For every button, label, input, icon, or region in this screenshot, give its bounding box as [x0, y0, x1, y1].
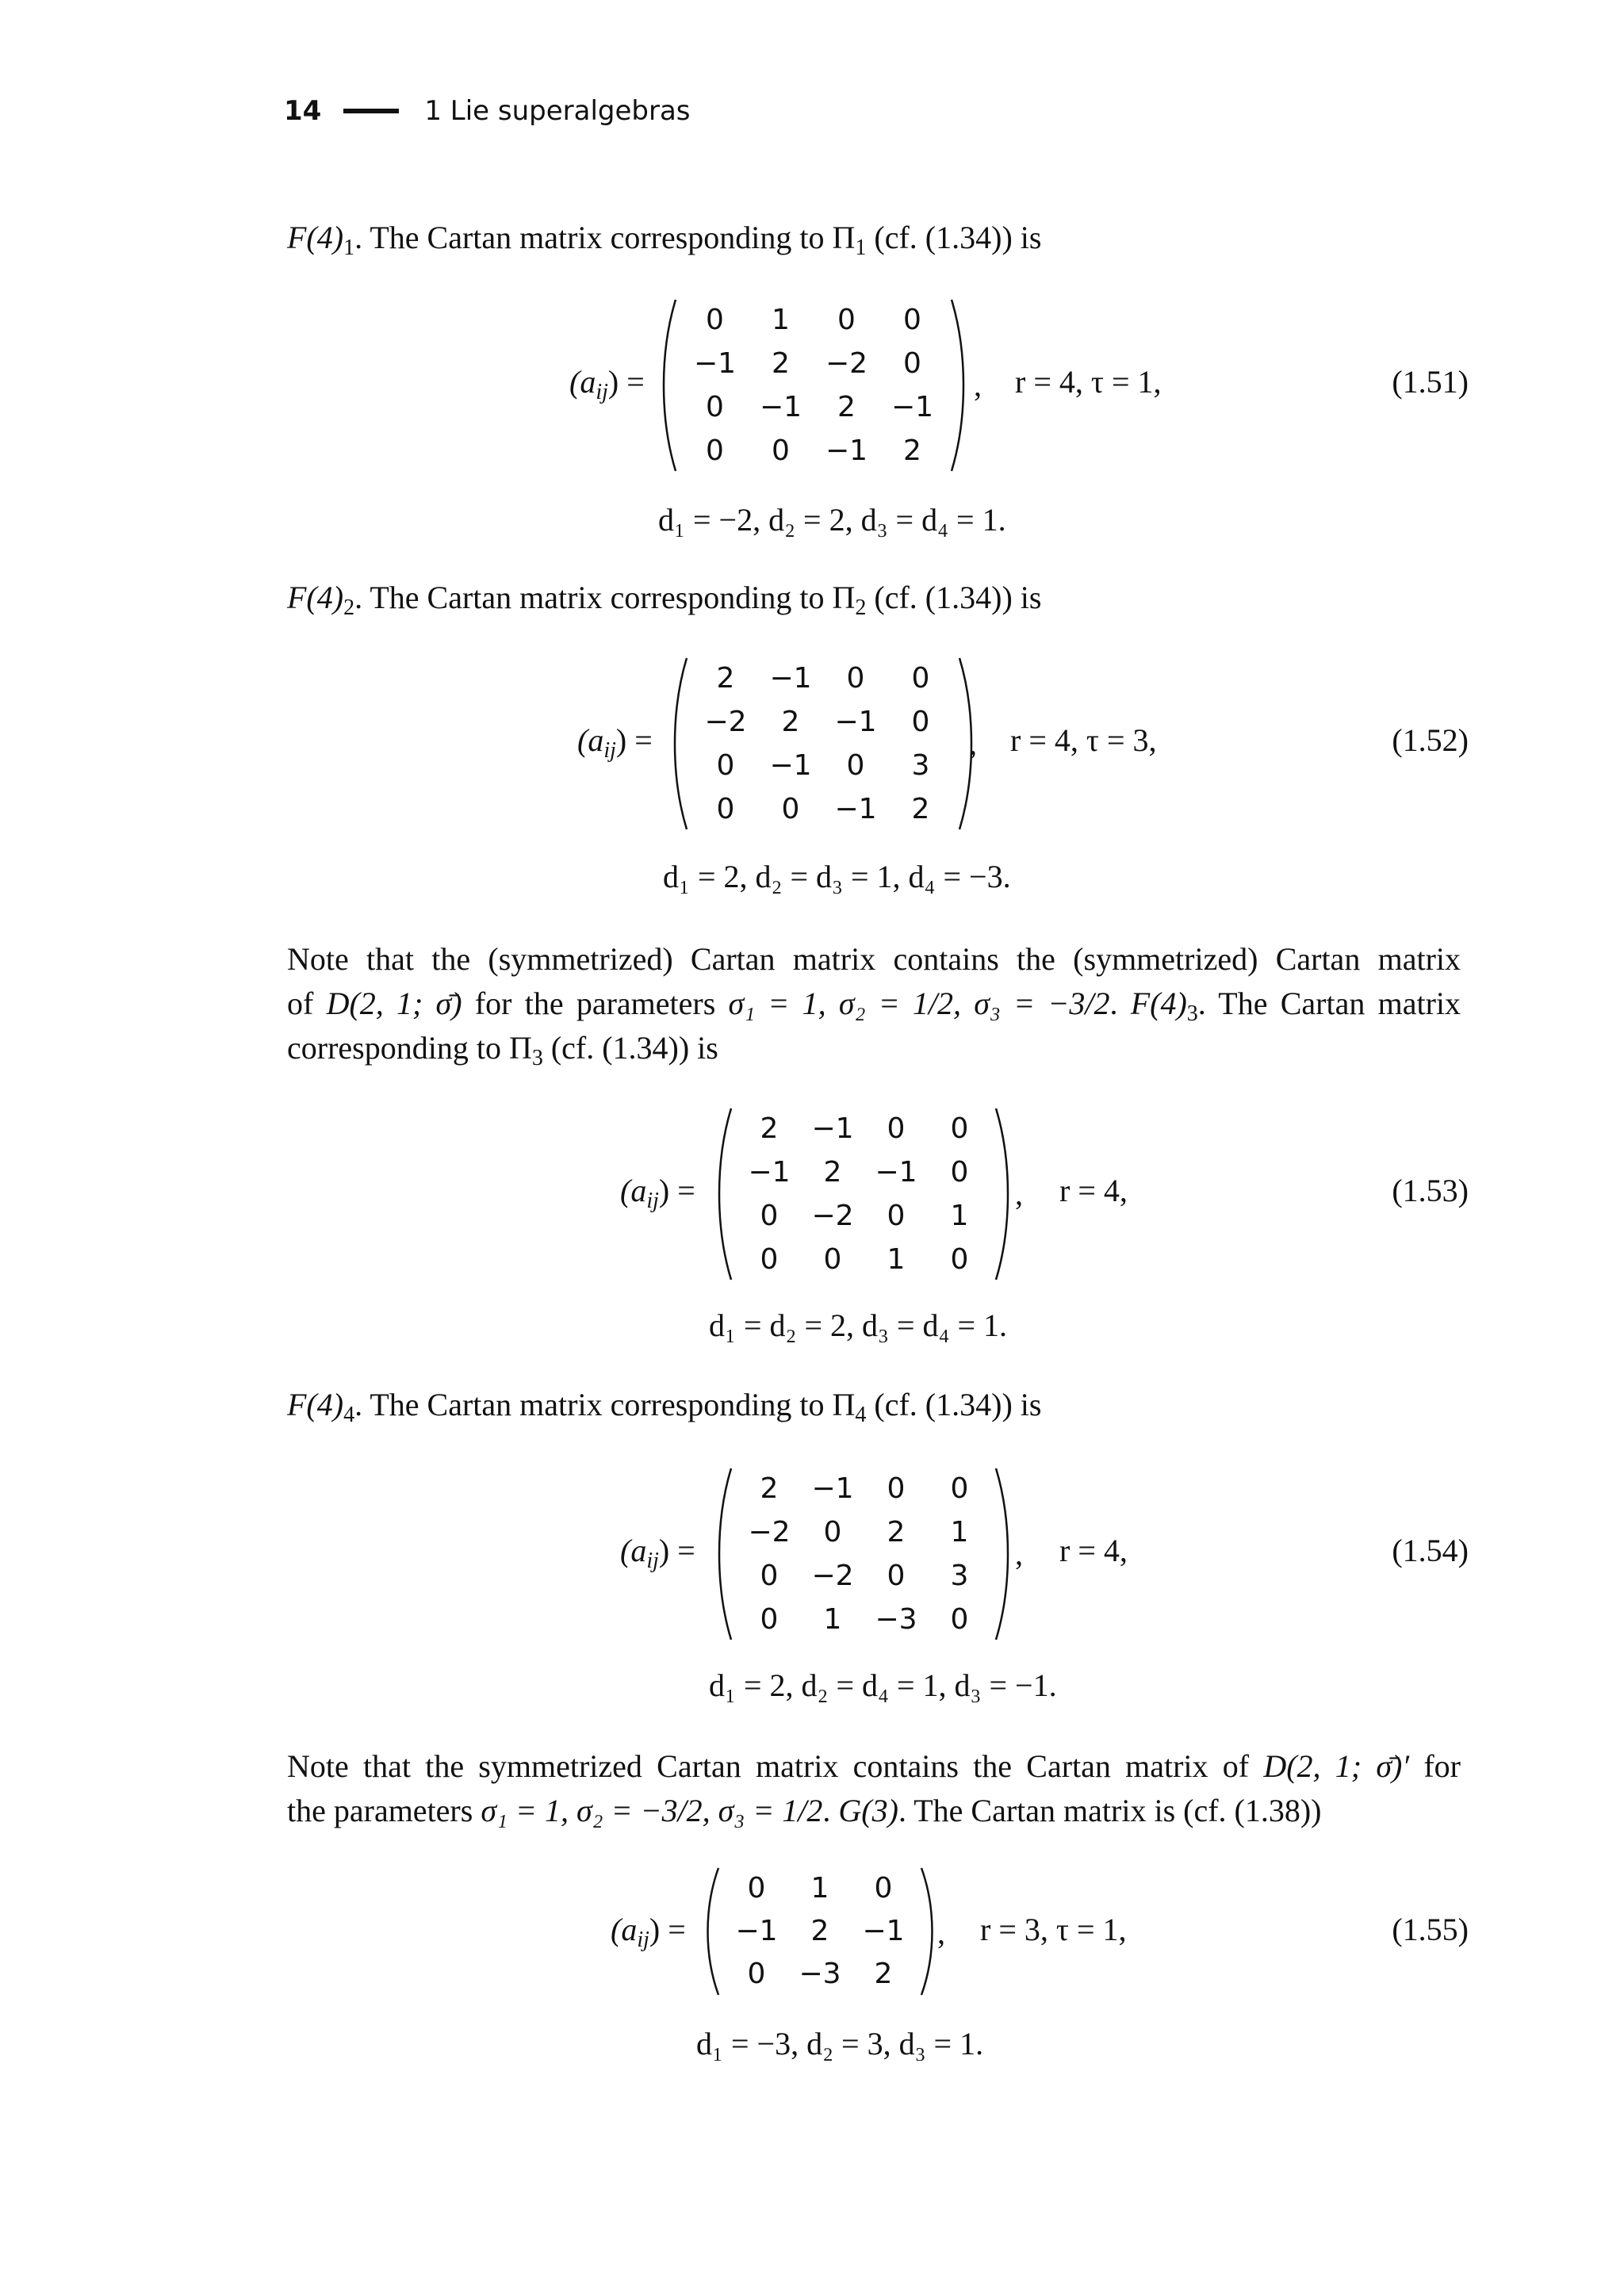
matrix-entry: 0 — [747, 1957, 766, 1990]
comma: , — [969, 725, 977, 761]
lhs-symbol: (a — [569, 364, 596, 400]
matrix-entry: −1 — [834, 706, 877, 738]
matrix-entry: −1 — [769, 749, 812, 782]
text: . The Cartan matrix is (cf. (1.38)) — [898, 1793, 1322, 1828]
matrix-entry: 1 — [887, 1243, 906, 1276]
matrix-entry: −1 — [834, 793, 877, 825]
lhs-symbol: (a — [577, 722, 604, 758]
matrix-entry: 0 — [874, 1871, 893, 1904]
matrix-entry: −1 — [811, 1112, 854, 1145]
equation-number: (1.51) — [1392, 364, 1469, 400]
matrix-entry: −1 — [811, 1472, 854, 1505]
subscript: 1 — [343, 235, 355, 260]
matrix-entry: 0 — [950, 1112, 969, 1145]
lhs-subscript: ij — [646, 1188, 659, 1213]
label-f4: F(4) — [287, 1387, 344, 1422]
matrix-cells — [725, 1866, 915, 1995]
matrix-1-54 — [715, 1465, 1012, 1643]
lhs-symbol: (a — [620, 1533, 647, 1568]
text: (cf. (1.34)) is — [542, 1030, 718, 1066]
matrix-entry: −1 — [875, 1156, 917, 1189]
label-d21-prime: D(2, 1; σ̄)′ — [1263, 1748, 1410, 1784]
equation-lhs — [611, 1911, 686, 1952]
text: for the parameters — [462, 986, 729, 1021]
subscript: 4 — [343, 1402, 355, 1427]
comma: , — [1015, 1176, 1023, 1212]
matrix-entry: 0 — [903, 304, 921, 336]
matrix-entry: −1 — [825, 434, 868, 467]
matrix-entry: 2 — [874, 1957, 893, 1990]
equation-conditions: r = 4, — [1059, 1533, 1128, 1568]
subscript: 1 — [855, 235, 867, 260]
matrix-entry: 0 — [823, 1243, 842, 1276]
paragraph-f41-intro — [287, 216, 1461, 260]
matrix-entry: 0 — [911, 706, 930, 738]
equation-lhs — [620, 1532, 695, 1573]
matrix-entry: 2 — [716, 662, 735, 695]
label-g3: G(3) — [838, 1793, 898, 1828]
matrix-entry: 0 — [760, 1200, 779, 1232]
matrix-entry: −1 — [759, 391, 802, 423]
matrix-entry: 1 — [810, 1871, 829, 1904]
matrix-entry: 0 — [950, 1603, 969, 1636]
matrix-entry: −1 — [891, 391, 934, 423]
matrix-entry: −2 — [811, 1560, 854, 1592]
subscript: 4 — [855, 1402, 867, 1427]
matrix-entry: 0 — [950, 1156, 969, 1189]
matrix-entry: 0 — [846, 749, 865, 782]
text: Note that the symmetrized Cartan matrix contains the Cartan matrix of — [287, 1748, 1264, 1784]
text: for — [1409, 1748, 1461, 1784]
lhs-subscript: ij — [596, 379, 608, 404]
matrix-entry: −1 — [769, 662, 812, 695]
subscript: 3 — [531, 1045, 543, 1070]
matrix-entry: 3 — [950, 1560, 969, 1592]
matrix-entry: 2 — [887, 1516, 906, 1548]
matrix-1-51 — [660, 297, 967, 474]
matrix-entry: 0 — [760, 1243, 779, 1276]
matrix-entry: 0 — [837, 304, 856, 336]
matrix-entry: −3 — [875, 1603, 917, 1636]
matrix-entry: 1 — [772, 304, 790, 336]
chapter-title: 1 Lie superalgebras — [424, 95, 691, 127]
matrix-entry: 0 — [772, 434, 790, 467]
matrix-entry: 0 — [716, 749, 735, 782]
text: of — [287, 986, 327, 1021]
comma: , — [974, 367, 982, 403]
matrix-entry: 2 — [772, 347, 790, 380]
matrix-entry: 0 — [887, 1472, 906, 1505]
header-rule — [343, 109, 399, 113]
text-line: the parameters σ₁ = 1, σ₂ = −3/2, σ₃ = 1/2. G(3). The Cartan matrix is (cf. (1.38)) — [287, 1793, 1322, 1828]
matrix-entry: 0 — [911, 662, 930, 695]
matrix-entry: 0 — [950, 1472, 969, 1505]
lhs-close: ) = — [615, 722, 653, 758]
matrix-entry: 1 — [950, 1200, 969, 1232]
paragraph-f42-intro — [287, 576, 1461, 620]
equation-number: (1.52) — [1392, 722, 1469, 758]
matrix-entry: −1 — [693, 347, 737, 380]
matrix-entry: −3 — [799, 1957, 841, 1990]
matrix-entry: 0 — [887, 1200, 906, 1232]
matrix-entry: 2 — [760, 1472, 779, 1505]
d-values: d₁ = 2, d₂ = d₃ = 1, d₄ = −3. — [663, 859, 1011, 894]
lhs-close: ) = — [649, 1912, 686, 1947]
matrix-entry: 2 — [837, 391, 856, 423]
equation-lhs — [569, 363, 645, 404]
text: corresponding to Π — [287, 1030, 532, 1066]
matrix-entry: 1 — [823, 1603, 842, 1636]
paragraph-f44-intro — [287, 1383, 1461, 1427]
matrix-entry: −1 — [735, 1914, 778, 1947]
matrix-entry: 0 — [760, 1560, 779, 1592]
lhs-close: ) = — [607, 364, 645, 400]
matrix-entry: 0 — [706, 304, 724, 336]
matrix-entry: 0 — [950, 1243, 969, 1276]
text: the parameters — [287, 1793, 481, 1828]
d-values: d₁ = d₂ = 2, d₃ = d₄ = 1. — [709, 1307, 1008, 1343]
text-line: Note that the (symmetrized) Cartan matrix contains the (symmetrized) Cartan matrix — [287, 941, 1461, 977]
text-line: of D(2, 1; σ̄) for the parameters σ₁ = 1, σ₂ = 1/2, σ₃ = −3/2. $F(4)_3$. The Cartan matrix — [287, 986, 1461, 1026]
text: (cf. (1.34)) is — [866, 220, 1042, 255]
matrix-entry: −2 — [811, 1200, 854, 1232]
comma: , — [937, 1915, 945, 1950]
text: . The Cartan matrix — [1197, 986, 1461, 1021]
equation-lhs — [620, 1172, 695, 1213]
subscript: 2 — [855, 595, 867, 620]
matrix-entry: 0 — [903, 347, 921, 380]
sigma-params: σ₁ = 1, σ₂ = 1/2, σ₃ = −3/2 — [728, 986, 1110, 1021]
label-d21: D(2, 1; σ̄) — [326, 986, 462, 1021]
equation-number: (1.54) — [1392, 1533, 1469, 1568]
subscript: 2 — [343, 595, 355, 620]
matrix-entry: 0 — [823, 1516, 842, 1548]
running-header — [284, 89, 691, 133]
matrix-entry: −2 — [748, 1516, 791, 1548]
d-values: d₁ = −2, d₂ = 2, d₃ = d₄ = 1. — [658, 502, 1006, 538]
sigma-params: σ₁ = 1, σ₂ = −3/2, σ₃ = 1/2 — [481, 1793, 823, 1828]
matrix-entry: −1 — [862, 1914, 905, 1947]
text: . The Cartan matrix corresponding to Π — [354, 1387, 856, 1422]
lhs-subscript: ij — [603, 737, 616, 763]
matrix-entry: 0 — [887, 1560, 906, 1592]
lhs-subscript: ij — [637, 1927, 649, 1952]
label-f4: F(4) — [287, 580, 344, 615]
subscript: 3 — [1186, 1001, 1198, 1026]
paragraph-note-1 — [287, 937, 1461, 1070]
matrix-entry: 0 — [760, 1603, 779, 1636]
equation-lhs — [577, 722, 653, 763]
matrix-cells — [693, 657, 953, 831]
lhs-symbol: (a — [620, 1173, 647, 1208]
matrix-cells — [737, 1107, 991, 1281]
matrix-1-53 — [715, 1105, 1012, 1283]
matrix-1-55 — [704, 1865, 936, 1998]
lhs-close: ) = — [658, 1173, 695, 1208]
page-number: 14 — [284, 95, 322, 127]
matrix-entry: 0 — [781, 793, 800, 825]
text: . The Cartan matrix corresponding to Π — [354, 580, 856, 615]
matrix-entry: 2 — [903, 434, 921, 467]
matrix-entry: 3 — [911, 749, 930, 782]
text: . The Cartan matrix corresponding to Π — [354, 220, 856, 255]
equation-conditions: r = 4, τ = 1, — [1015, 364, 1162, 400]
lhs-symbol: (a — [611, 1912, 638, 1947]
equation-conditions: r = 4, — [1059, 1173, 1128, 1208]
matrix-entry: −2 — [704, 706, 747, 738]
matrix-1-52 — [671, 655, 975, 833]
matrix-entry: 0 — [706, 434, 724, 467]
matrix-entry: 0 — [747, 1871, 766, 1904]
matrix-entry: 1 — [950, 1516, 969, 1548]
equation-number: (1.53) — [1392, 1173, 1469, 1208]
text-line — [287, 1026, 1461, 1070]
matrix-entry: 0 — [716, 793, 735, 825]
text: (cf. (1.34)) is — [866, 1387, 1042, 1422]
text-line — [287, 1744, 1461, 1789]
lhs-close: ) = — [658, 1533, 695, 1568]
matrix-entry: −2 — [825, 347, 868, 380]
matrix-entry: 0 — [846, 662, 865, 695]
matrix-cells — [737, 1467, 991, 1641]
equation-number: (1.55) — [1392, 1912, 1469, 1947]
paragraph-note-2 — [287, 1744, 1461, 1833]
matrix-cells — [682, 298, 945, 473]
matrix-entry: 2 — [810, 1914, 829, 1947]
label-f4: F(4) — [287, 220, 344, 255]
matrix-entry: 0 — [887, 1112, 906, 1145]
lhs-subscript: ij — [646, 1548, 659, 1573]
matrix-entry: 0 — [706, 391, 724, 423]
equation-conditions: r = 3, τ = 1, — [980, 1912, 1127, 1947]
matrix-entry: −1 — [748, 1156, 791, 1189]
matrix-entry: 2 — [911, 793, 930, 825]
matrix-entry: 2 — [823, 1156, 842, 1189]
comma: , — [1015, 1536, 1023, 1571]
label-f4: F(4) — [1130, 986, 1187, 1021]
equation-conditions: r = 4, τ = 3, — [1010, 722, 1157, 758]
text: (cf. (1.34)) is — [866, 580, 1042, 615]
matrix-entry: 2 — [781, 706, 800, 738]
d-values: d₁ = −3, d₂ = 3, d₃ = 1. — [696, 2026, 984, 2061]
d-values: d₁ = 2, d₂ = d₄ = 1, d₃ = −1. — [709, 1667, 1057, 1703]
matrix-entry: 2 — [760, 1112, 779, 1145]
